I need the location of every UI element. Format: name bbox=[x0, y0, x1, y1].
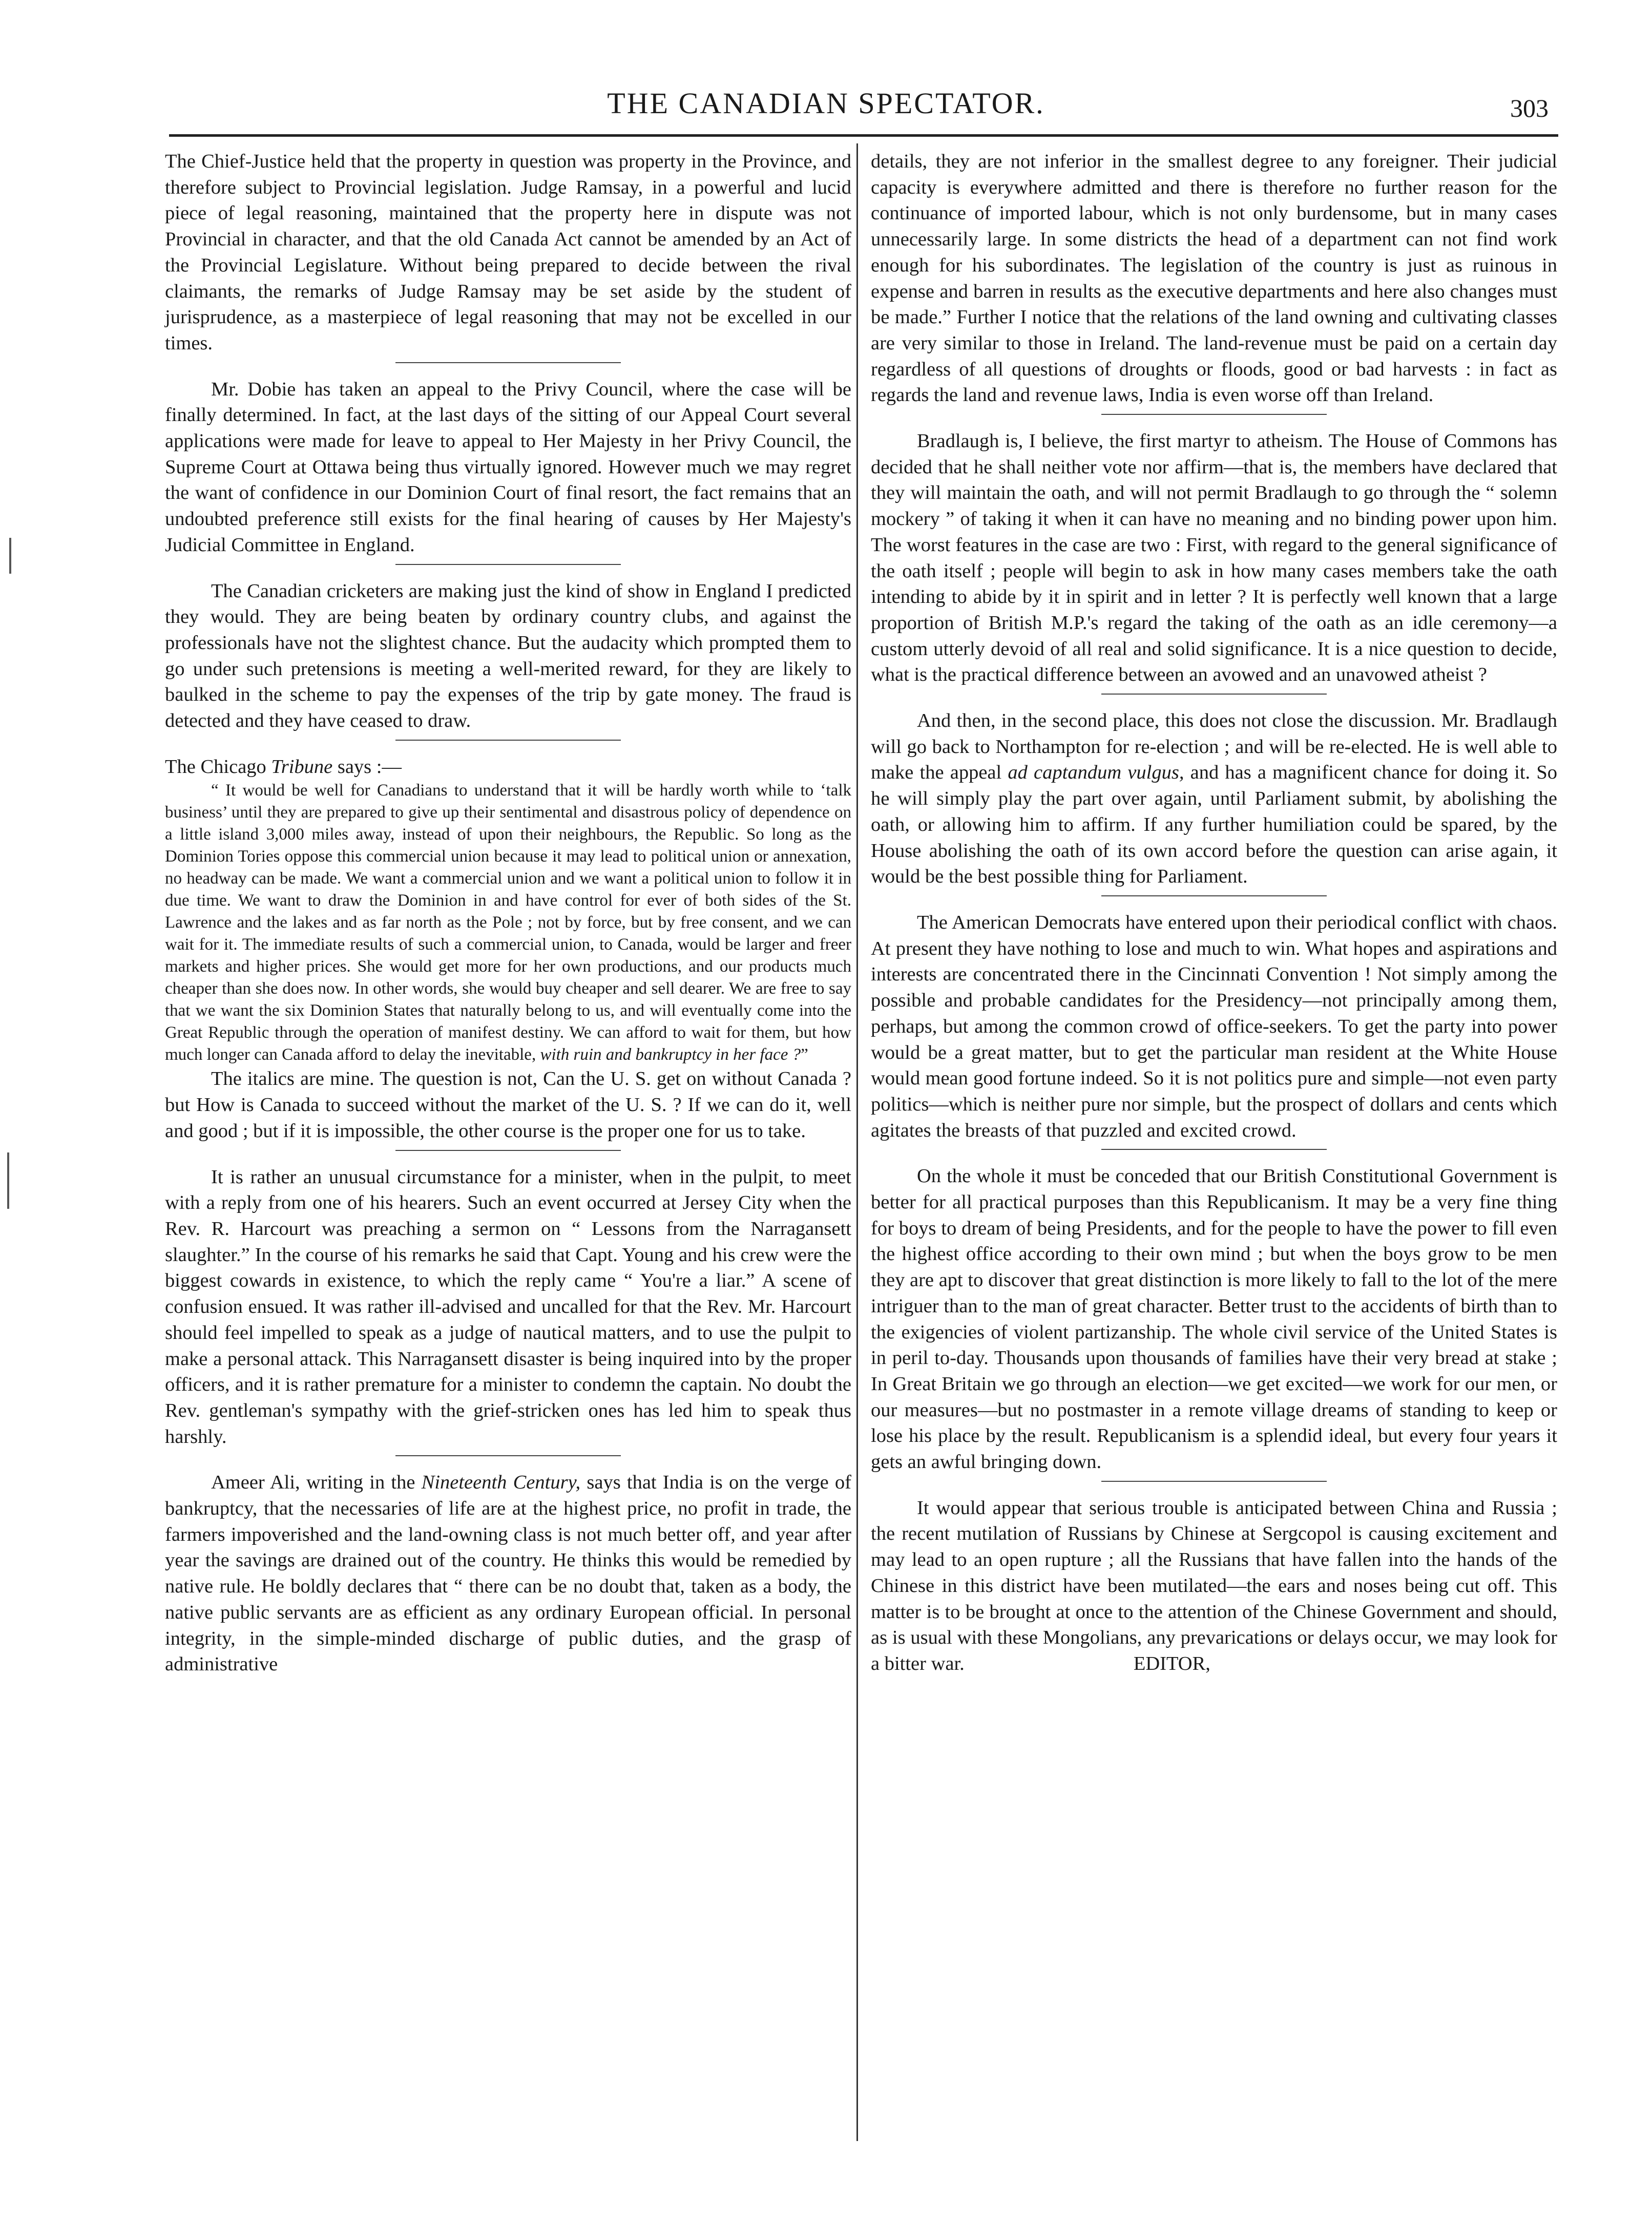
article-paragraph: Mr. Dobie has taken an appeal to the Privy Council, where the case will be finally determined. In fact, at the last days of the sitting of our Appeal Court several applications were made for leave to appeal to Her Majesty in her Privy Council, the Supreme Court at Ottawa being thus virtually ignored. However much we may regret the want of confidence in our Dominion Court of final resort, the fact remains that an undoubted preference still exists for the final hearing of causes by Her Majesty's Judicial Committee in England. bbox=[165, 378, 851, 556]
column-rule bbox=[856, 143, 858, 2141]
quote-intro-text: The Chicago bbox=[165, 756, 271, 778]
quote-intro bbox=[165, 754, 851, 780]
section-divider bbox=[395, 740, 621, 741]
margin-mark-top bbox=[9, 538, 11, 574]
header-rule bbox=[169, 134, 1558, 137]
section-divider bbox=[1101, 414, 1327, 415]
paragraph-text: And then, in the second place, this does not close the discussion. Mr. Bradlaugh will go back to Northampton for re-election ; and will be re-elected. He is well able to make the appeal bbox=[871, 710, 1557, 784]
article-paragraph bbox=[871, 708, 1557, 890]
section-divider bbox=[395, 564, 621, 565]
article-paragraph: Bradlaugh is, I believe, the first martyr to atheism. The House of Commons has decided that he shall neither vote nor affirm—that is, the members have declared that they will maintain the oath, and will not permit Bradlaugh to go through the “ solemn mockery ” of taking it when it can have no meaning and no binding power upon him. The worst features in the case are two : First, with regard to the general significance of the oath itself ; people will begin to ask in how many cases members take the oath intending to abide by it in spirit and in letter ? It is perfectly well known that a large proportion of British M.P.'s regard the taking of the oath as an idle ceremony—a custom utterly devoid of all real and solid significance. It is a nice question to decide, what is the practical difference between an avowed and an unavowed atheist ? bbox=[871, 430, 1557, 686]
section-divider bbox=[395, 362, 621, 363]
article-paragraph: details, they are not inferior in the smallest degree to any foreigner. Their judicial capacity is everywhere admitted and there is therefore no further reason for the continuance of imported labour, which is not only burdensome, but in many cases unnecessarily large. In some districts the head of a department can not find work enough for his subordinates. The legislation of the country is just as ruinous in expense and barren in results as the executive departments and here also changes must be made.” Further I notice that the relations of the land owning and cultivating classes are very similar to those in Ireland. The land-revenue must be paid on a certain day regardless of all questions of droughts or floods, good or bad harvests : in fact as regards the land and revenue laws, India is even worse off than Ireland. bbox=[871, 151, 1557, 406]
section-divider bbox=[395, 1150, 621, 1151]
article-paragraph: The Canadian cricketers are making just the kind of show in England I predicted they would. They are being beaten by ordinary country clubs, and against the professionals have not the slightest chance. But the audacity which prompted them to go under such pretensions is meeting a well-merited reward, for they are likely to baulked in the scheme to pay the expenses of the trip by gate money. The fraud is detected and they have ceased to draw. bbox=[165, 580, 851, 732]
right-column bbox=[871, 149, 1557, 1677]
latin-phrase: ad captandum vulgus, bbox=[1008, 762, 1184, 784]
editor-signature: EDITOR, bbox=[1133, 1652, 1210, 1674]
section-divider bbox=[1101, 1481, 1327, 1482]
quote-close: ” bbox=[801, 1045, 808, 1064]
article-paragraph: On the whole it must be conceded that our British Constitutional Government is better for all practical purposes than this Republicanism. It may be a very fine thing for boys to dream of being Presidents, and for the people to have the power to fill even the highest office according to their own mind ; but when the boys grow to be men they are apt to discover that great distinction is more likely to fall to the lot of the mere intriguer than to the man of great character. Better trust to the accidents of birth than to the exigencies of violent partizanship. The whole civil service of the United States is in peril to-day. Thousands upon thousands of families have their very bread at stake ; In Great Britain we go through an election—we get excited—we work for our men, or our measures—but no postmaster in a remote village dreams of standing to keep or lose his place by the result. Republicanism is a splendid ideal, but every four years it gets an awful bringing down. bbox=[871, 1165, 1557, 1473]
article-paragraph: It is rather an unusual circumstance for a minister, when in the pulpit, to meet with a reply from one of his hearers. Such an event occurred at Jersey City when the Rev. R. Harcourt was preaching a sermon on “ Lessons from the Narragansett slaughter.” In the course of his remarks he said that Capt. Young and his crew were the biggest cowards in existence, to which the reply came “ You're a liar.” A scene of confusion ensued. It was rather ill-advised and uncalled for that the Rev. Mr. Harcourt should feel impelled to speak as a judge of nautical matters, and to use the pulpit to make a personal attack. This Narragansett disaster is being inquired into by the proper officers, and it is rather premature for a minister to condemn the captain. No doubt the Rev. gentleman's sympathy with the grief-stricken ones has led him to speak thus harshly. bbox=[165, 1166, 851, 1448]
article-paragraph bbox=[165, 1470, 851, 1677]
article-paragraph bbox=[871, 1495, 1557, 1677]
section-divider bbox=[1101, 1149, 1327, 1150]
article-paragraph: The American Democrats have entered upon their periodical conflict with chaos. At present they have nothing to lose and much to win. What hopes and aspirations and interests are concentrated there in the Cincinnati Convention ! Not simply among the possible and probable candidates for the Presidency—not principally among them, perhaps, but among the common crowd of office-seekers. To get the party into power would be a great matter, but to get the particular man resident at the White House would mean good fortune indeed. So it is not politics pure and simple—not even party politics—which is neither pure nor simple, but the prospect of dollars and cents which agitates the breasts of that puzzled and excited crowd. bbox=[871, 911, 1557, 1141]
paragraph-text: and has a magnificent chance for doing it. So he will simply play the part over again, until Parliament submit, by abolishing the oath, or allowing him to affirm. If any further humiliation could be spared, by the House abolishing the oath of its own accord before the question can arise again, it would be the best possible thing for Parliament. bbox=[871, 762, 1557, 888]
publication-name: Tribune bbox=[271, 756, 333, 778]
page-number: 303 bbox=[1510, 94, 1549, 122]
article-paragraph: The Chief-Justice held that the property in question was property in the Province, and therefore subject to Provincial legislation. Judge Ramsay, in a powerful and lucid piece of legal reasoning, maintained that the property here in dispute was not Provincial in character, and that the old Canada Act cannot be amended by an Act of the Provincial Legislature. Without being prepared to decide between the rival claimants, the remarks of Judge Ramsay may be set aside by the student of jurisprudence, as a masterpiece of legal reasoning that may not be excelled in our times. bbox=[165, 151, 851, 354]
section-divider bbox=[395, 1455, 621, 1456]
section-divider bbox=[1101, 694, 1327, 695]
section-divider bbox=[1101, 895, 1327, 896]
quote-text: “ It would be well for Canadians to understand that it will be hardly worth while to ‘talk business’ until they are prepared to give up their sentimental and disastrous policy of dependence on a little island 3,000 miles away, instead of upon their neighbours, the Republic. So long as the Dominion Tories oppose this commercial union because it may lead to political union or annexation, no headway can be made. We want a commercial union and we want a political union to follow it in due time. We want to draw the Dominion in and have control for ever of both sides of the St. Lawrence and the lakes and as far north as the Pole ; not by force, but by free consent, and we can wait for it. The immediate results of such a commercial union, to Canada, would be larger and freer markets and higher prices. She would get more for her own productions, and our products much cheaper than she does now. In other words, she would buy cheaper and sell dearer. We are free to say that we want the six Dominion States that naturally belong to us, and will eventually come into the Great Republic through the operation of manifest destiny. We can afford to wait for them, but how much longer can Canada afford to delay the inevitable, bbox=[165, 781, 851, 1064]
article-paragraph: The italics are mine. The question is not, Can the U. S. get on without Canada ? but How is Canada to succeed without the market of the U. S. ? If we can do it, well and good ; but if it is impossible, the other course is the proper one for us to take. bbox=[165, 1068, 851, 1142]
quoted-passage bbox=[165, 780, 851, 1066]
quote-intro-text: says :— bbox=[332, 756, 402, 778]
header-title: THE CANADIAN SPECTATOR. bbox=[607, 87, 1045, 120]
paragraph-text: says that India is on the verge of bankruptcy, that the necessaries of life are at the highest price, no profit in trade, the farmers impoverished and the land-owning class is not much better off, and year after year the savings are drained out of the country. He thinks this would be remedied by native rule. He boldly declares that “ there can be no doubt that, taken as a body, the native public servants are as efficient as any ordinary European official. In personal integrity, in the simple-minded discharge of public duties, and the grasp of administrative bbox=[165, 1472, 851, 1675]
paragraph-text: Ameer Ali, writing in the bbox=[211, 1472, 422, 1494]
publication-name: Nineteenth Century, bbox=[421, 1472, 581, 1494]
margin-mark-bottom bbox=[7, 1152, 9, 1209]
paragraph-text: It would appear that serious trouble is anticipated between China and Russia ; the recent mutilation of Russians by Chinese at Sergcopol is causing excitement and may lead to an open rupture ; all the Russians that have fallen into the hands of the Chinese in this district have been mutilated—the ears and noses being cut off. This matter is to be brought at once to the attention of the Chinese Government and should, as is usual with these Mongolians, any prevarications or delays occur, we may look for a bitter war. bbox=[871, 1497, 1557, 1674]
left-column bbox=[165, 149, 851, 1677]
quote-italic-text: with ruin and bankruptcy in her face ? bbox=[540, 1045, 801, 1064]
